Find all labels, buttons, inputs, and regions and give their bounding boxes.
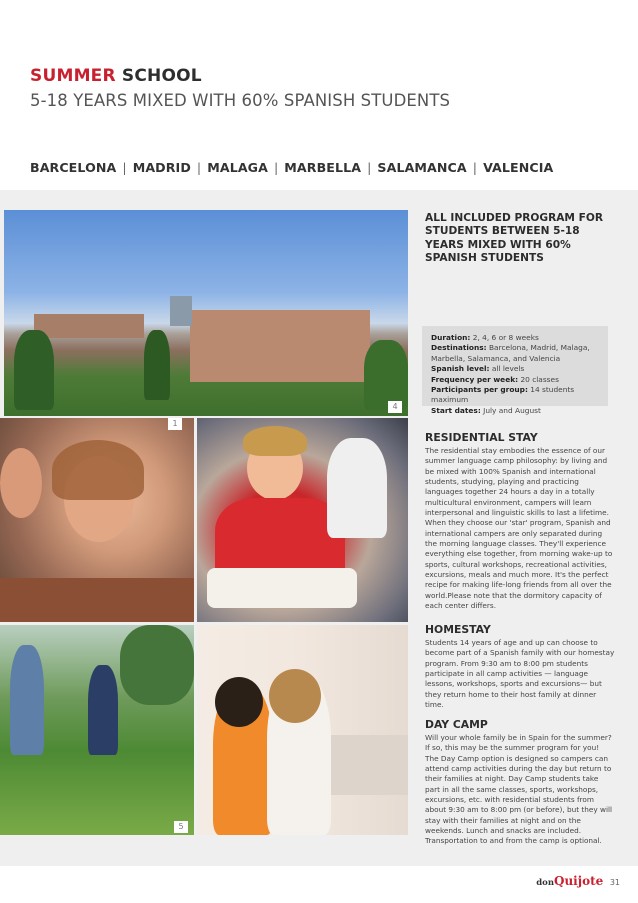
city-list bbox=[30, 160, 553, 175]
girls-photo bbox=[0, 418, 194, 622]
city-item: MALAGA bbox=[207, 160, 268, 175]
fact-label: Duration: bbox=[431, 333, 471, 342]
fact-value: all levels bbox=[491, 364, 525, 374]
section-title: RESIDENTIAL STAY bbox=[425, 431, 538, 444]
section-title: DAY CAMP bbox=[425, 718, 488, 731]
sisters-photo bbox=[197, 625, 408, 835]
section-title: HOMESTAY bbox=[425, 623, 491, 636]
daycamp-section bbox=[425, 718, 615, 847]
person-shape bbox=[10, 645, 44, 755]
section-body: Students 14 years of age and up can choose to become part of a Spanish family with our homestay program. From 9:30 am to 8:00 pm students participate in all camp activities — language lessons, workshops, sports and excursions— but they return home to their host family at dinner time. bbox=[425, 638, 615, 710]
tree-shape bbox=[120, 625, 194, 705]
hair-shape bbox=[52, 440, 144, 500]
program-intro: ALL INCLUDED PROGRAM FOR STUDENTS BETWEEN 5-18 YEARS MIXED WITH 60% SPANISH STUDENTS bbox=[425, 212, 604, 265]
section-body: Will your whole family be in Spain for the summer? If so, this may be the summer program for you! The Day Camp option is designed so campers can attend camp activities during the day but return to their families at night. Day Camp students take part in all the same classes, sports, workshops, excursions, etc. with residential students from about 9:30 am to 8:00 pm (or before), but they will stay with their families at night and on the weekends. Lunch and snacks are included. Transportation to and from the camp is optional. bbox=[425, 733, 613, 846]
page-footer bbox=[536, 874, 620, 888]
fact-label: Destinations: bbox=[431, 343, 487, 353]
fact-value: 14 students maximum bbox=[431, 385, 575, 405]
tree-shape bbox=[14, 330, 54, 410]
building-shape bbox=[190, 310, 370, 382]
person-shape bbox=[88, 665, 118, 755]
building-shape bbox=[34, 314, 144, 338]
residential-section bbox=[425, 431, 615, 612]
face-shape bbox=[0, 448, 42, 518]
city-item: BARCELONA bbox=[30, 160, 117, 175]
city-item: MADRID bbox=[132, 160, 191, 175]
hair-shape bbox=[269, 669, 321, 723]
fact-row bbox=[431, 385, 599, 406]
fact-row bbox=[431, 333, 599, 343]
photo-number: 5 bbox=[174, 821, 188, 833]
fact-value: Barcelona, Madrid, Malaga, Marbella, Salamanca, and Valencia bbox=[431, 343, 590, 363]
city-separator: | bbox=[273, 160, 279, 175]
fact-label: Spanish level: bbox=[431, 364, 490, 374]
fact-label: Frequency per week: bbox=[431, 374, 519, 384]
photo-number: 4 bbox=[388, 401, 402, 413]
fact-label: Start dates: bbox=[431, 405, 481, 415]
fact-label: Participants per group: bbox=[431, 385, 528, 395]
city-item: SALAMANCA bbox=[377, 160, 467, 175]
fact-value: 20 classes bbox=[520, 374, 559, 384]
fact-row bbox=[431, 375, 599, 385]
campus-photo bbox=[4, 210, 408, 416]
golf-photo bbox=[0, 625, 194, 835]
brand-logo bbox=[536, 875, 603, 888]
page-header bbox=[30, 66, 450, 110]
hair-shape bbox=[215, 677, 263, 727]
tree-shape bbox=[144, 330, 170, 400]
background-person-shape bbox=[327, 438, 387, 538]
section-body: The residential stay embodies the essence of our summer language camp philosophy: by living and be mixed with 100% Spanish and international students, studying, playing and practicing languages together 24 hours a day in a totally multicultural environment, campers will learn interpersonal and linguistic skills to last a lifetime. When they choose our 'star' program, Spanish and international campers are only separated during the morning language classes. They'll experience everything else together, from morning wake-up to sports, cultural workshops, recreational activities, excursions, meals and much more. It's the perfect recipe for making life-long friends from all over the world.Please note that the dormitory capacity of each center differs. bbox=[425, 446, 613, 611]
tower-shape bbox=[170, 296, 192, 326]
desk-shape bbox=[0, 578, 194, 622]
page-number: 31 bbox=[609, 878, 620, 887]
boy-photo bbox=[197, 418, 408, 622]
fact-row bbox=[431, 343, 599, 364]
photo-number: 1 bbox=[168, 418, 182, 430]
city-item: MARBELLA bbox=[284, 160, 362, 175]
fact-value: July and August bbox=[483, 405, 541, 415]
title-rest: SCHOOL bbox=[121, 66, 202, 86]
program-facts-box bbox=[422, 326, 608, 415]
logo-main: Quijote bbox=[554, 874, 604, 888]
fact-row bbox=[431, 406, 599, 416]
logo-prefix: don bbox=[536, 878, 554, 888]
title-accent: SUMMER bbox=[30, 66, 116, 86]
fact-value: 2, 4, 6 or 8 weeks bbox=[472, 333, 539, 342]
homestay-section bbox=[425, 623, 615, 710]
fact-row bbox=[431, 364, 599, 374]
city-separator: | bbox=[472, 160, 478, 175]
city-separator: | bbox=[367, 160, 372, 175]
tray-shape bbox=[207, 568, 357, 608]
page-title bbox=[30, 66, 450, 86]
city-separator: | bbox=[196, 160, 202, 175]
tree-shape bbox=[364, 340, 408, 410]
city-separator: | bbox=[122, 160, 127, 175]
hair-shape bbox=[243, 426, 307, 456]
city-item: VALENCIA bbox=[483, 160, 554, 175]
page-subtitle: 5-18 YEARS MIXED WITH 60% SPANISH STUDENTS bbox=[30, 91, 451, 110]
